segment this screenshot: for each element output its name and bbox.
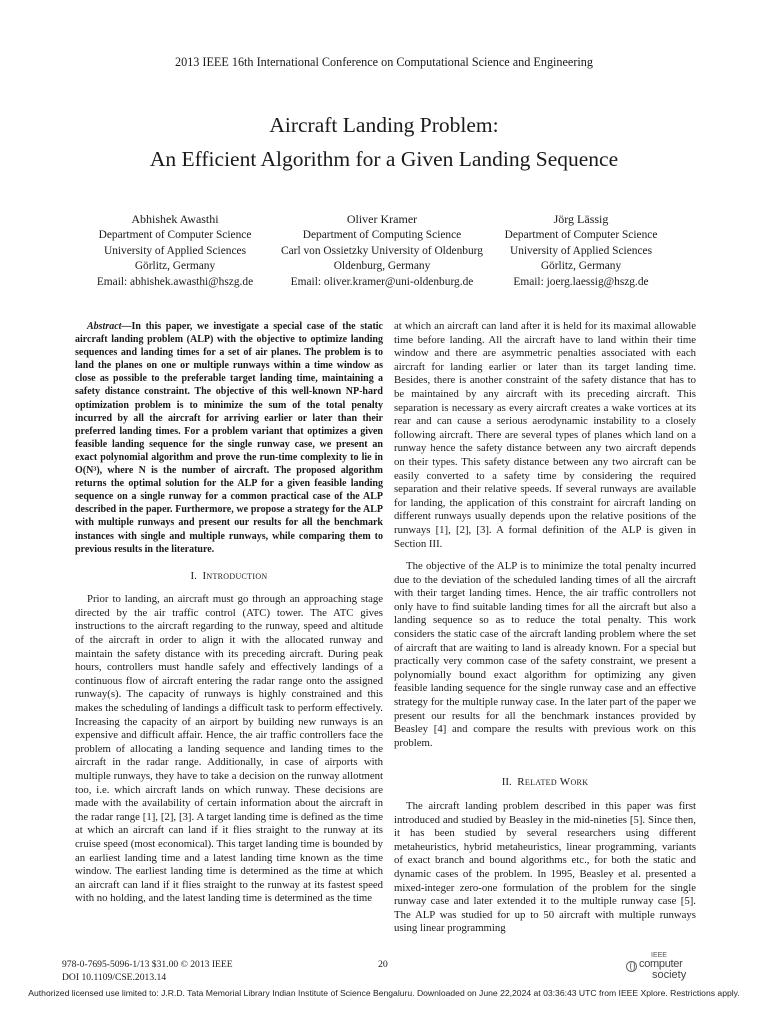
footer-doi: DOI 10.1109/CSE.2013.14 xyxy=(62,971,167,983)
abstract-label: Abstract xyxy=(87,321,122,332)
section-heading-introduction xyxy=(75,570,383,584)
author-email: Email: oliver.kramer@uni-oldenburg.de xyxy=(290,275,474,288)
abstract-text: —In this paper, we investigate a special case of the static aircraft landing problem (ALP) with the objective to optimize landing sequences and landing times for a set of air planes. The problem is to land the planes on one or multiple runways within a time window as close as possible to the preferable target landing time, maintaining a safety distance constraint. The objective of this well-known NP-hard optimization problem is to minimize the sum of the total penalty incurred by all the aircraft for arriving earlier or later than their preferred landing times. For a problem variant that optimizes a given feasible landing sequence for the single runway case, we present an exact polynomial algorithm and prove the run-time complexity to lie in O(N³), where N is the number of aircraft. The proposed algorithm returns the optimal solution for the ALP for a given feasible landing sequence on a single runway for a common practical case of the ALP described in the paper. Furthermore, we propose a strategy for the ALP with multiple runways and present our results for all the benchmark instances with single and multiple runways, while comparing them to previous results in the literature. xyxy=(75,321,383,555)
right-column xyxy=(394,320,696,936)
computer-society-logo xyxy=(624,952,702,982)
author-block-3 xyxy=(456,212,706,290)
author-org: University of Applied Sciences xyxy=(509,244,653,257)
author-dept: Department of Computing Science xyxy=(302,229,462,242)
logo-ieee-text: IEEE xyxy=(651,952,667,959)
author-dept: Department of Computer Science xyxy=(98,229,252,242)
section-title: Related Work xyxy=(517,776,589,789)
author-location: Görlitz, Germany xyxy=(540,260,622,273)
footer-copyright xyxy=(62,959,233,984)
page-number: 20 xyxy=(378,959,388,970)
logo-text-line2: society xyxy=(652,969,687,981)
author-email: Email: abhishek.awasthi@hszg.de xyxy=(96,275,254,288)
left-column xyxy=(75,320,383,906)
section-number: II. xyxy=(501,776,512,789)
footer-isbn: 978-0-7695-5096-1/13 $31.00 © 2013 IEEE xyxy=(62,959,233,970)
author-name: Jörg Lässig xyxy=(553,212,609,226)
author-name: Abhishek Awasthi xyxy=(131,212,219,226)
section-title: Introduction xyxy=(202,569,268,582)
paper-title-line1: Aircraft Landing Problem: xyxy=(269,113,499,137)
abstract xyxy=(75,320,383,556)
intro-paragraph-1-continued: at which an aircraft can land after it is held for its maximal allowable time before landing. All the aircraft have to land within their time window and there are asymmetric penalties associated with each aircraft for landing earlier or later than its target landing time. Besides, there is another constraint of the safety distance that has to be maintained by any aircraft with its preceding aircraft. This separation is necessary as every aircraft creates a wake vortices at its rear and can cause a serious aerodynamic instability to a closely following aircraft. There are several types of planes which land on a runway hence the safety distance between any two aircraft depends on their types. This safety distance between any two aircraft can be easily converted to a safety time by considering the required separation and their relative speeds. If several runways are available for landing, the application of this constraint for aircraft landing on different runways usually depends upon the relative positions of the runways [1], [2], [3]. A formal definition of the ALP is given in Section III. xyxy=(394,320,696,550)
intro-paragraph-1: Prior to landing, an aircraft must go through an approaching stage directed by the air traffic control (ATC) tower. The ATC gives instructions to the aircraft regarding to the runway, speed and altitude of the aircraft in order to align it with the allocated runway and maintain the safety distance with its preceding aircraft. During peak hours, controllers must handle safely and effectively landings of a continuous flow of aircraft entering the radar range onto the assigned runway(s). The capacity of runways is highly constrained and this makes the scheduling of landings a difficult task to perform effectively. Increasing the capacity of an airport by building new runways is an expensive and difficult affair. Hence, the air traffic controllers face the problem of allocating a landing sequence and landing times to the aircraft in the radar range. Additionally, in case of airports with multiple runways, they have to take a decision on the runway allotment too, i.e. which aircraft lands on which runway. These decisions are made with the availability of certain information about the aircraft in the radar range [1], [2], [3]. A target landing time is defined as the time at which an aircraft can land if it flies straight to the runway at its cruise speed (most economical). This target landing time is bounded by an earliest landing time and a latest landing time known as the time window. The earliest landing time is determined as the time at which an aircraft can land if it flies straight to the runway at its fastest speed with no holding, and the latest landing time is determined as the time xyxy=(75,593,383,905)
section-number: I. xyxy=(190,569,197,582)
author-org: University of Applied Sciences xyxy=(103,244,247,257)
author-location: Oldenburg, Germany xyxy=(333,260,431,273)
paper-title-line2: An Efficient Algorithm for a Given Landing Sequence xyxy=(149,147,619,171)
conference-header: 2013 IEEE 16th International Conference on Computational Science and Engineering xyxy=(175,55,593,69)
intro-paragraph-2: The objective of the ALP is to minimize the total penalty incurred due to the deviation of the scheduled landing times of all the aircraft with their target landing times. Hence, the air traffic controllers not only have to find suitable landing times for all the aircraft but also a landing sequence so as to reduce the total penalty. This work considers the static case of the aircraft landing problem where the set of aircraft that are waiting to land is already known. For a special but practically very common case of the safety constraint, we present a polynomially bound exact algorithm for optimizing any given feasible landing sequence for the single runway case and an effective strategy for the multiple runway case. In the later part of the paper we present our results for all the benchmark instances provided by Beasley [4] and compare the results with previous work on this problem. xyxy=(394,560,696,749)
author-dept: Department of Computer Science xyxy=(504,229,658,242)
related-work-paragraph-1: The aircraft landing problem described in this paper was first introduced and studied by Beasley in the mid-nineties [5]. Since then, it has been studied by several researchers using different metaheuristics, hybrid metaheuristics, linear programming, variants of exact branch and bound algorithms etc., for both the static and dynamic cases of the problem. In 1995, Beasley et al. presented a mixed-integer zero-one formulation of the problem for the single runway case and later extended it to the multiple runway case [5]. The ALP was studied for up to 50 aircraft with multiple runways using linear programming xyxy=(394,800,696,935)
authorized-use-notice: Authorized licensed use limited to: J.R.D. Tata Memorial Library Indian Institute of Science Bengaluru. Downloaded on June 22,2024 at 03:36:43 UTC from IEEE Xplore. Restrictions apply. xyxy=(28,988,740,998)
author-org: Carl von Ossietzky University of Oldenburg xyxy=(281,244,483,257)
globe-icon xyxy=(626,961,637,972)
author-location: Görlitz, Germany xyxy=(134,260,216,273)
author-email: Email: joerg.laessig@hszg.de xyxy=(513,275,649,288)
logo-text-line1: computer xyxy=(639,958,683,970)
section-heading-related-work xyxy=(394,776,696,790)
author-name: Oliver Kramer xyxy=(346,212,418,226)
